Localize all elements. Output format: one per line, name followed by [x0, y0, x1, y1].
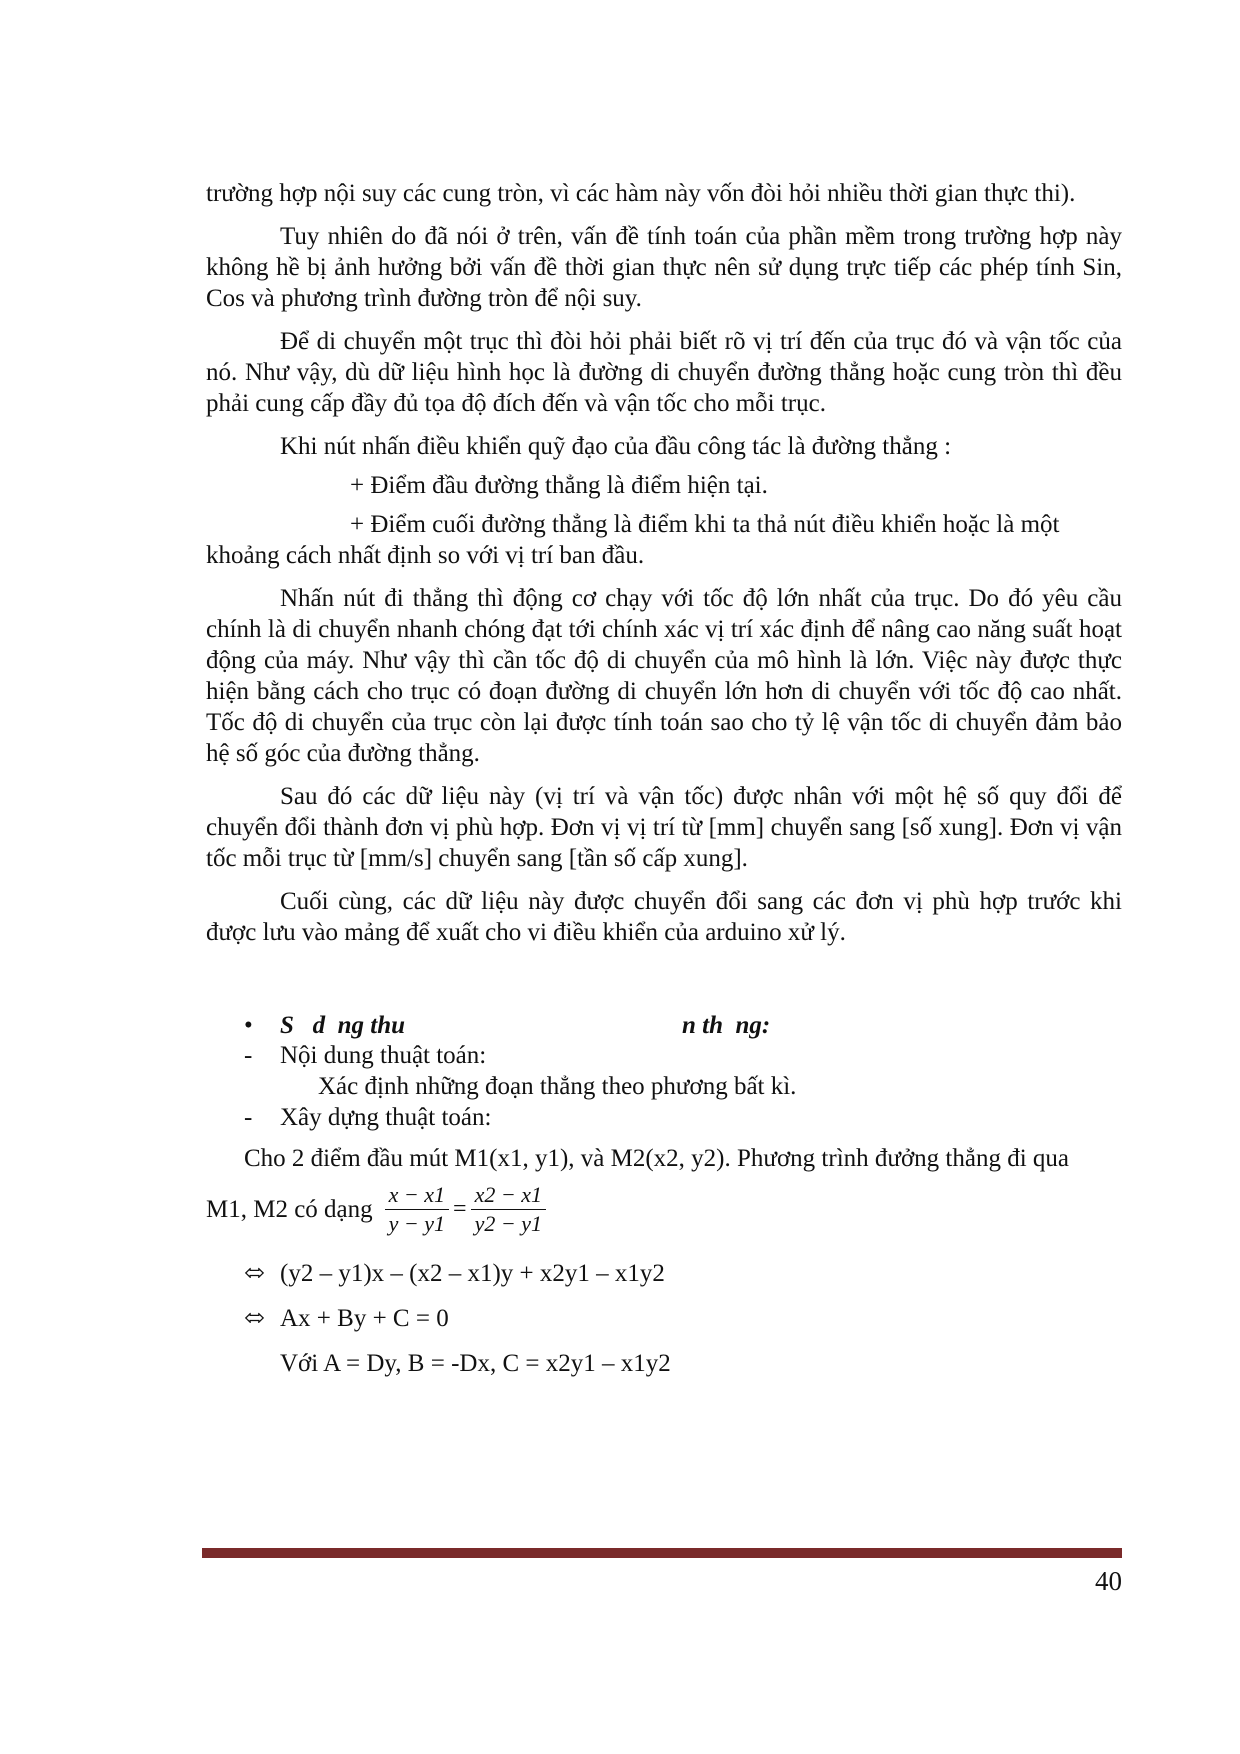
equation-step-2: Ax + By + C = 0 — [280, 1305, 449, 1332]
equivalence-arrow-icon-2: ⬄ — [244, 1305, 265, 1332]
equation-intro-text: M1, M2 có dạng — [206, 1195, 373, 1223]
paragraph-8: Sau đó các dữ liệu này (vị trí và vận tốc) được nhân với một hệ số quy đổi để chuyển đổi thành đơn vị phù hợp. Đơn vị vị trí từ [mm] chuyển sang [số xung]. Đơn vị vận tốc mỗi trục từ [mm/s] chuyển sang [tần số cấp xung]. — [206, 783, 1122, 872]
equation-intro-line2 — [206, 1178, 546, 1240]
equivalence-arrow-icon-1: ⬄ — [244, 1260, 265, 1287]
fraction-left-denominator: y − y1 — [388, 1210, 446, 1236]
bullet-heading-part1: S d ng thu — [280, 1012, 406, 1039]
equation-note: Với A = Dy, B = -Dx, C = x2y1 – x1y2 — [280, 1350, 671, 1377]
body-text — [206, 178, 1122, 960]
fraction-right-denominator: y2 − y1 — [474, 1210, 542, 1236]
bullet-heading-part2: n th ng: — [682, 1012, 771, 1039]
paragraph-1: trường hợp nội suy các cung tròn, vì các hàm này vốn đòi hỏi nhiều thời gian thực thi). — [206, 180, 1076, 207]
paragraph-9: Cuối cùng, các dữ liệu này được chuyển đổi sang các đơn vị phù hợp trước khi được lưu vào mảng để xuất cho vi điều khiển của arduino xử lý. — [206, 888, 1122, 946]
paragraph-2: Tuy nhiên do đã nói ở trên, vấn đề tính toán của phần mềm trong trường hợp này không hề bị ảnh hưởng bởi vấn đề thời gian thực nên sử dụng trực tiếp các phép tính Sin, Cos và phương trình đường tròn để nội suy. — [206, 223, 1122, 312]
fraction-left — [385, 1181, 449, 1238]
list-item-1: Nội dung thuật toán: — [280, 1042, 487, 1069]
paragraph-5: + Điểm đầu đường thẳng là điểm hiện tại. — [350, 472, 768, 499]
paragraph-4: Khi nút nhấn điều khiển quỹ đạo của đầu công tác là đường thẳng : — [280, 433, 952, 460]
paragraph-6b: khoảng cách nhất định so với vị trí ban đầu. — [206, 542, 645, 569]
paragraph-3: Để di chuyển một trục thì đòi hỏi phải biết rõ vị trí đến của trục đó và vận tốc của nó. Như vậy, dù dữ liệu hình học là đường di chuyển đường thẳng hoặc cung tròn thì đều phải cung cấp đầy đủ tọa độ đích đến và vận tốc cho mỗi trục. — [206, 328, 1122, 417]
fraction-right — [471, 1181, 546, 1238]
equation-intro-line1: Cho 2 điểm đầu mút M1(x1, y1), và M2(x2, y2). Phương trình đưởng thẳng đi qua — [244, 1145, 1069, 1172]
fraction-right-numerator: x2 − x1 — [471, 1181, 546, 1210]
paragraph-7: Nhấn nút đi thẳng thì động cơ chạy với tốc độ lớn nhất của trục. Do đó yêu cầu chính là di chuyển nhanh chóng đạt tới chính xác vị trí xác định để nâng cao năng suất hoạt động của máy. Như vậy thì cần tốc độ di chuyển của mô hình là lớn. Việc này được thực hiện bằng cách cho trục có đoạn đường di chuyển lớn hơn di chuyển với tốc độ cao nhất. Tốc độ di chuyển của trục còn lại được tính toán sao cho tỷ lệ vận tốc di chuyển đảm bảo hệ số góc của đường thẳng. — [206, 585, 1122, 767]
page-number: 40 — [1095, 1566, 1122, 1596]
fraction-equals: = — [453, 1195, 467, 1222]
bullet-symbol: • — [244, 1012, 253, 1039]
list-item-1-detail: Xác định những đoạn thẳng theo phương bất kì. — [318, 1073, 797, 1100]
list-item-2: Xây dựng thuật toán: — [280, 1104, 492, 1131]
paragraph-6a: + Điểm cuối đường thẳng là điểm khi ta thả nút điều khiển hoặc là một — [350, 511, 1060, 538]
fraction-left-numerator: x − x1 — [385, 1181, 449, 1210]
footer-rule — [202, 1548, 1122, 1558]
list-dash-2: - — [244, 1104, 253, 1131]
equation-step-1: (y2 – y1)x – (x2 – x1)y + x2y1 – x1y2 — [280, 1260, 665, 1287]
list-dash-1: - — [244, 1042, 253, 1069]
